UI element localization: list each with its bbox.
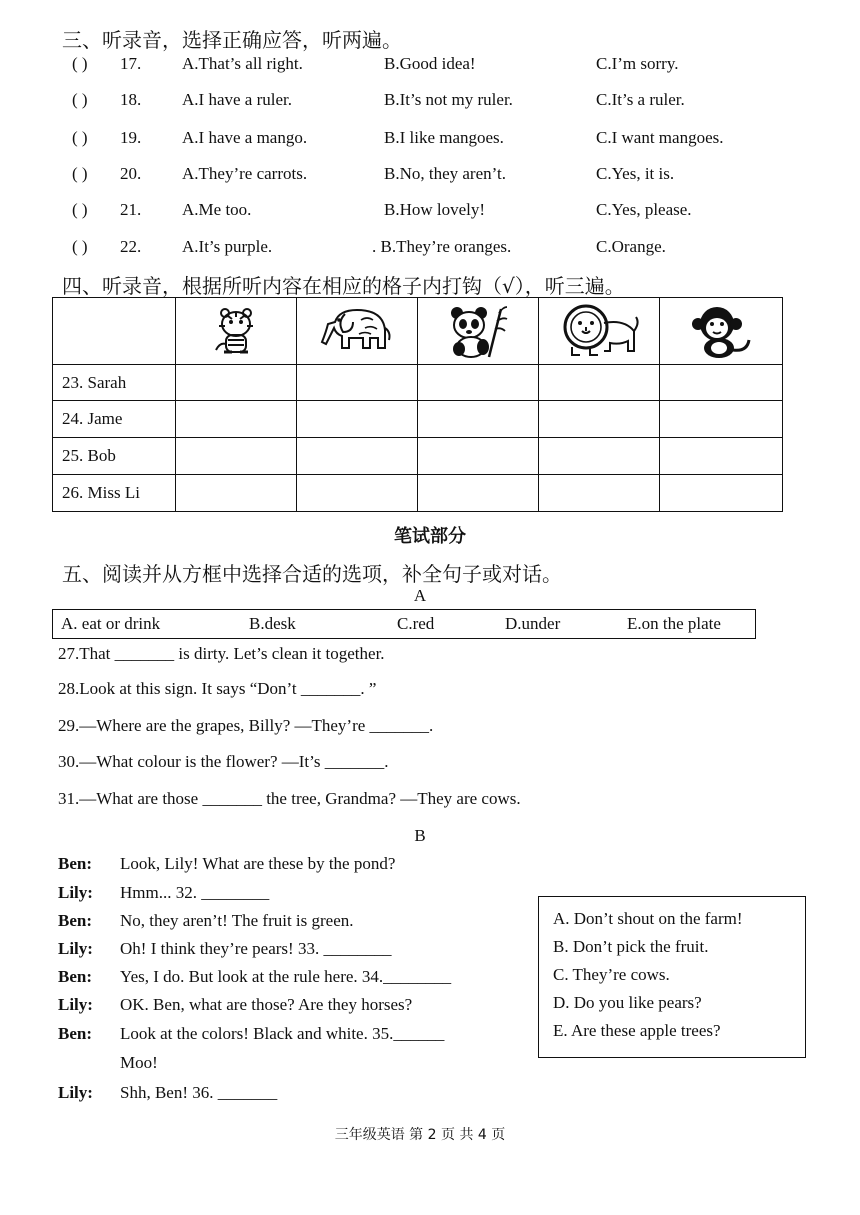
answer-blank[interactable]: ( ) [72,54,88,73]
written-part-heading: 笔试部分 [394,526,466,547]
option-b: B.How lovely! [384,200,486,219]
corner-cell [53,298,176,365]
question-number: 17. [120,54,142,73]
dialogue-option-a: A. Don’t shout on the farm! [553,909,743,928]
panda-cell [418,298,539,365]
part-a-label: A [413,586,427,605]
answer-blank[interactable]: ( ) [72,237,88,256]
lion-cell [539,298,660,365]
speaker: Lily: [58,939,93,958]
check-cell[interactable] [660,475,783,512]
dialogue-option-e: E. Are these apple trees? [553,1021,721,1040]
word-option-a: A. eat or drink [61,614,161,633]
option-c: C.Orange. [596,237,666,256]
tiger-cell [176,298,297,365]
option-c: C.Yes, it is. [596,164,675,183]
dialogue-line: Oh! I think they’re pears! 33. ________ [120,939,392,958]
row-label: 24. Jame [53,401,176,438]
panda-icon [445,303,511,359]
dialogue-option-c: C. They’re cows. [553,965,670,984]
answer-blank[interactable]: ( ) [72,90,88,109]
speaker: Lily: [58,1083,93,1102]
answer-blank[interactable]: ( ) [72,164,88,183]
dialogue-line: No, they aren’t! The fruit is green. [120,911,354,930]
table-row [53,438,783,475]
sentence-28: 28.Look at this sign. It says “Don’t _______. ” [58,679,377,698]
check-cell[interactable] [539,401,660,438]
dialogue-option-d: D. Do you like pears? [553,993,702,1012]
section-3-title: 三、听录音，选择正确应答，听两遍。 [62,28,402,52]
check-cell[interactable] [297,401,418,438]
dialogue-line: Look at the colors! Black and white. 35.______ [120,1024,445,1043]
check-cell[interactable] [539,365,660,401]
dialogue-option-b: B. Don’t pick the fruit. [553,937,709,956]
check-cell[interactable] [660,401,783,438]
speaker: Ben: [58,967,92,986]
question-18 [0,90,860,114]
speaker: Ben: [58,854,92,873]
speaker: Lily: [58,995,93,1014]
check-cell[interactable] [176,365,297,401]
word-option-e: E.on the plate [627,614,721,633]
option-c: C.Yes, please. [596,200,692,219]
sentence-31: 31.—What are those _______ the tree, Grandma? —They are cows. [58,789,521,808]
dialogue-line: Shh, Ben! 36. _______ [120,1083,278,1102]
check-cell[interactable] [418,475,539,512]
row-label: 26. Miss Li [53,475,176,512]
option-b: B.Good idea! [384,54,476,73]
dialogue-options-box [538,896,806,1058]
section-4-title: 四、听录音，根据所听内容在相应的格子内打钩（√），听三遍。 [62,274,625,298]
option-a: A.It’s purple. [182,237,273,256]
check-cell[interactable] [539,438,660,475]
option-a: A.I have a mango. [182,128,308,147]
page-footer: 三年级英语 第 2 页 共 4 页 [334,1127,506,1143]
check-cell[interactable] [176,401,297,438]
check-cell[interactable] [297,365,418,401]
dialogue-line: OK. Ben, what are those? Are they horses? [120,995,413,1014]
speaker: Ben: [58,911,92,930]
option-c: C.I want mangoes. [596,128,724,147]
answer-blank[interactable]: ( ) [72,200,88,219]
question-21 [0,200,860,224]
lion-icon [556,303,642,359]
question-22 [0,237,860,261]
option-a: A.I have a ruler. [182,90,292,109]
sentence-30: 30.—What colour is the flower? —It’s _______. [58,752,389,771]
question-19 [0,128,860,152]
option-a: A.They’re carrots. [182,164,308,183]
question-number: 21. [120,200,142,219]
elephant-cell [297,298,418,365]
answer-blank[interactable]: ( ) [72,128,88,147]
option-a: A.Me too. [182,200,252,219]
check-cell[interactable] [539,475,660,512]
animal-header-row [53,298,783,365]
check-cell[interactable] [660,365,783,401]
sentence-27: 27.That _______ is dirty. Let’s clean it together. [58,644,385,663]
option-b: . B.They’re oranges. [372,237,512,256]
table-row [53,365,783,401]
row-label: 23. Sarah [53,365,176,401]
dialogue-line: Moo! [120,1053,158,1072]
word-option-d: D.under [505,614,561,633]
question-number: 19. [120,128,142,147]
speaker: Ben: [58,1024,92,1043]
question-number: 22. [120,237,142,256]
check-cell[interactable] [297,475,418,512]
listening-grid [52,297,783,512]
check-cell[interactable] [297,438,418,475]
check-cell[interactable] [418,401,539,438]
option-c: C.It’s a ruler. [596,90,685,109]
word-bank-box [52,609,756,639]
sentence-29: 29.—Where are the grapes, Billy? —They’re _______. [58,716,434,735]
elephant-icon [315,304,399,358]
word-option-c: C.red [397,614,435,633]
dialogue-line: Look, Lily! What are these by the pond? [120,854,396,873]
question-20 [0,164,860,188]
dialogue-line: Yes, I do. But look at the rule here. 34.________ [120,967,452,986]
check-cell[interactable] [418,365,539,401]
check-cell[interactable] [176,475,297,512]
option-c: C.I’m sorry. [596,54,679,73]
table-row [53,475,783,512]
option-a: A.That’s all right. [182,54,303,73]
question-number: 20. [120,164,142,183]
option-b: B.It’s not my ruler. [384,90,513,109]
speaker: Lily: [58,883,93,902]
monkey-icon [687,302,755,360]
section-5-title: 五、阅读并从方框中选择合适的选项，补全句子或对话。 [62,562,562,586]
row-label: 25. Bob [53,438,176,475]
dialogue-line: Hmm... 32. ________ [120,883,270,902]
option-b: B.No, they aren’t. [384,164,506,183]
check-cell[interactable] [418,438,539,475]
question-number: 18. [120,90,142,109]
question-17 [0,54,860,78]
table-row [53,401,783,438]
option-b: B.I like mangoes. [384,128,504,147]
tiger-icon [206,304,266,358]
check-cell[interactable] [176,438,297,475]
word-option-b: B.desk [249,614,296,633]
part-b-label: B [414,826,426,845]
monkey-cell [660,298,783,365]
check-cell[interactable] [660,438,783,475]
